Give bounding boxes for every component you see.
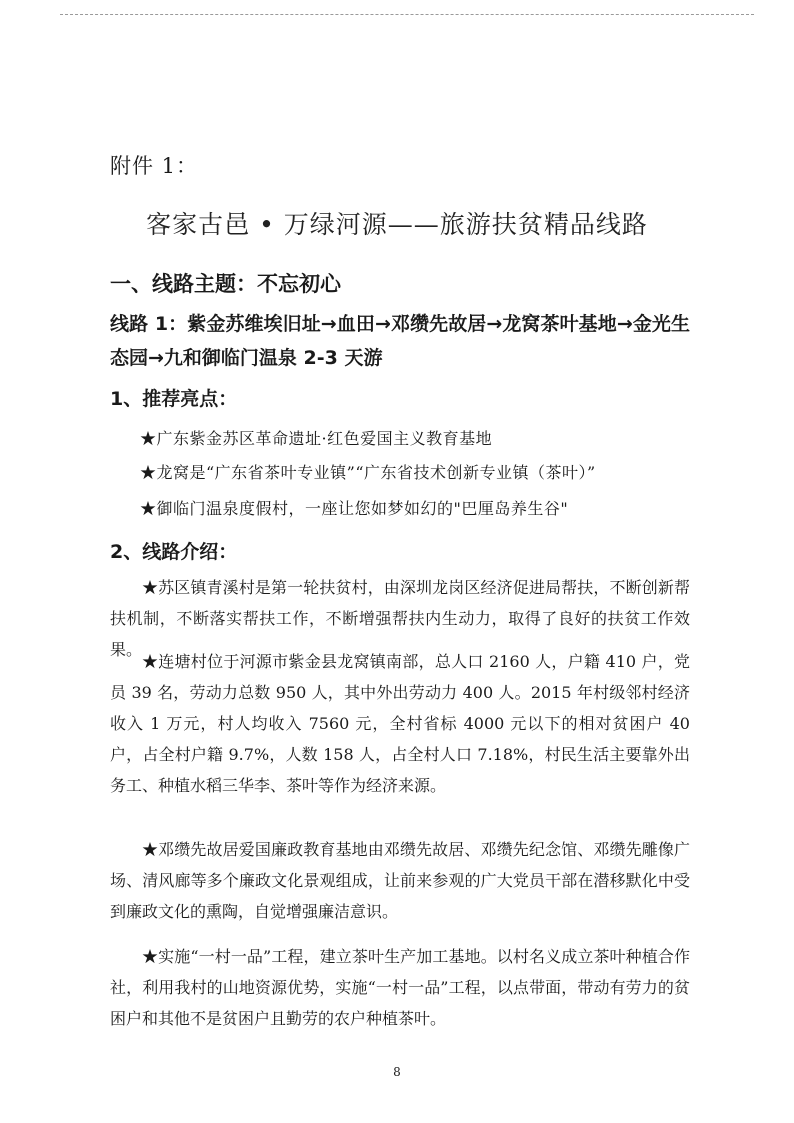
intro-paragraph: ★苏区镇青溪村是第一轮扶贫村，由深圳龙岗区经济促进局帮扶，不断创新帮扶机制，不断落实帮扶工作，不断增强帮扶内生动力，取得了良好的扶贫工作效果。 (110, 578, 690, 659)
intro-paragraph: ★实施“一村一品”工程，建立茶叶生产加工基地。以村名义成立茶叶种植合作社，利用我村的山地资源优势，实施“一村一品”工程，以点带面，带动有劳力的贫困户和其他不是贫困户且勤劳的农户种植茶叶。 (110, 947, 690, 1028)
section-heading-theme: 一、线路主题：不忘初心 (110, 272, 341, 296)
attachment-label: 附件 1： (110, 154, 199, 178)
highlight-item: ★龙窝是“广东省茶叶专业镇”“广东省技术创新专业镇（茶叶）” (140, 463, 596, 482)
route-1-heading: 线路 1：紫金苏维埃旧址→血田→邓缵先故居→龙窝茶叶基地→金光生态园→九和御临门温泉 2-3 天游 (110, 313, 690, 369)
intro-paragraph: ★连塘村位于河源市紫金县龙窝镇南部，总人口 2160 人，户籍 410 户，党员 39 名，劳动力总数 950 人，其中外出劳动力 400 人。2015 年村级邻村经济收入 1 万元，村人均收入 7560 元，全村省标 4000 元以下的相对贫困户 40 户，占全村户籍 9.7%，人数 158 人，占全村人口 7.18%，村民生活主要靠外出务工、种植水稻三华李、茶叶等作为经济来源。 (110, 652, 690, 795)
document-title: 客家古邑 • 万绿河源——旅游扶贫精品线路 (146, 210, 648, 239)
highlight-item: ★御临门温泉度假村，一座让您如梦如幻的"巴厘岛养生谷" (140, 499, 569, 518)
highlight-item: ★广东紫金苏区革命遗址·红色爱国主义教育基地 (140, 429, 493, 448)
page-number: 8 (393, 1065, 401, 1079)
scan-border-line (60, 14, 754, 15)
intro-paragraph: ★邓缵先故居爱国廉政教育基地由邓缵先故居、邓缵先纪念馆、邓缵先雕像广场、清风廊等多个廉政文化景观组成，让前来参观的广大党员干部在潜移默化中受到廉政文化的熏陶，自觉增强廉洁意识。 (110, 840, 690, 921)
route-intro-heading: 2、线路介绍： (110, 541, 238, 563)
highlights-heading: 1、推荐亮点： (110, 388, 238, 410)
